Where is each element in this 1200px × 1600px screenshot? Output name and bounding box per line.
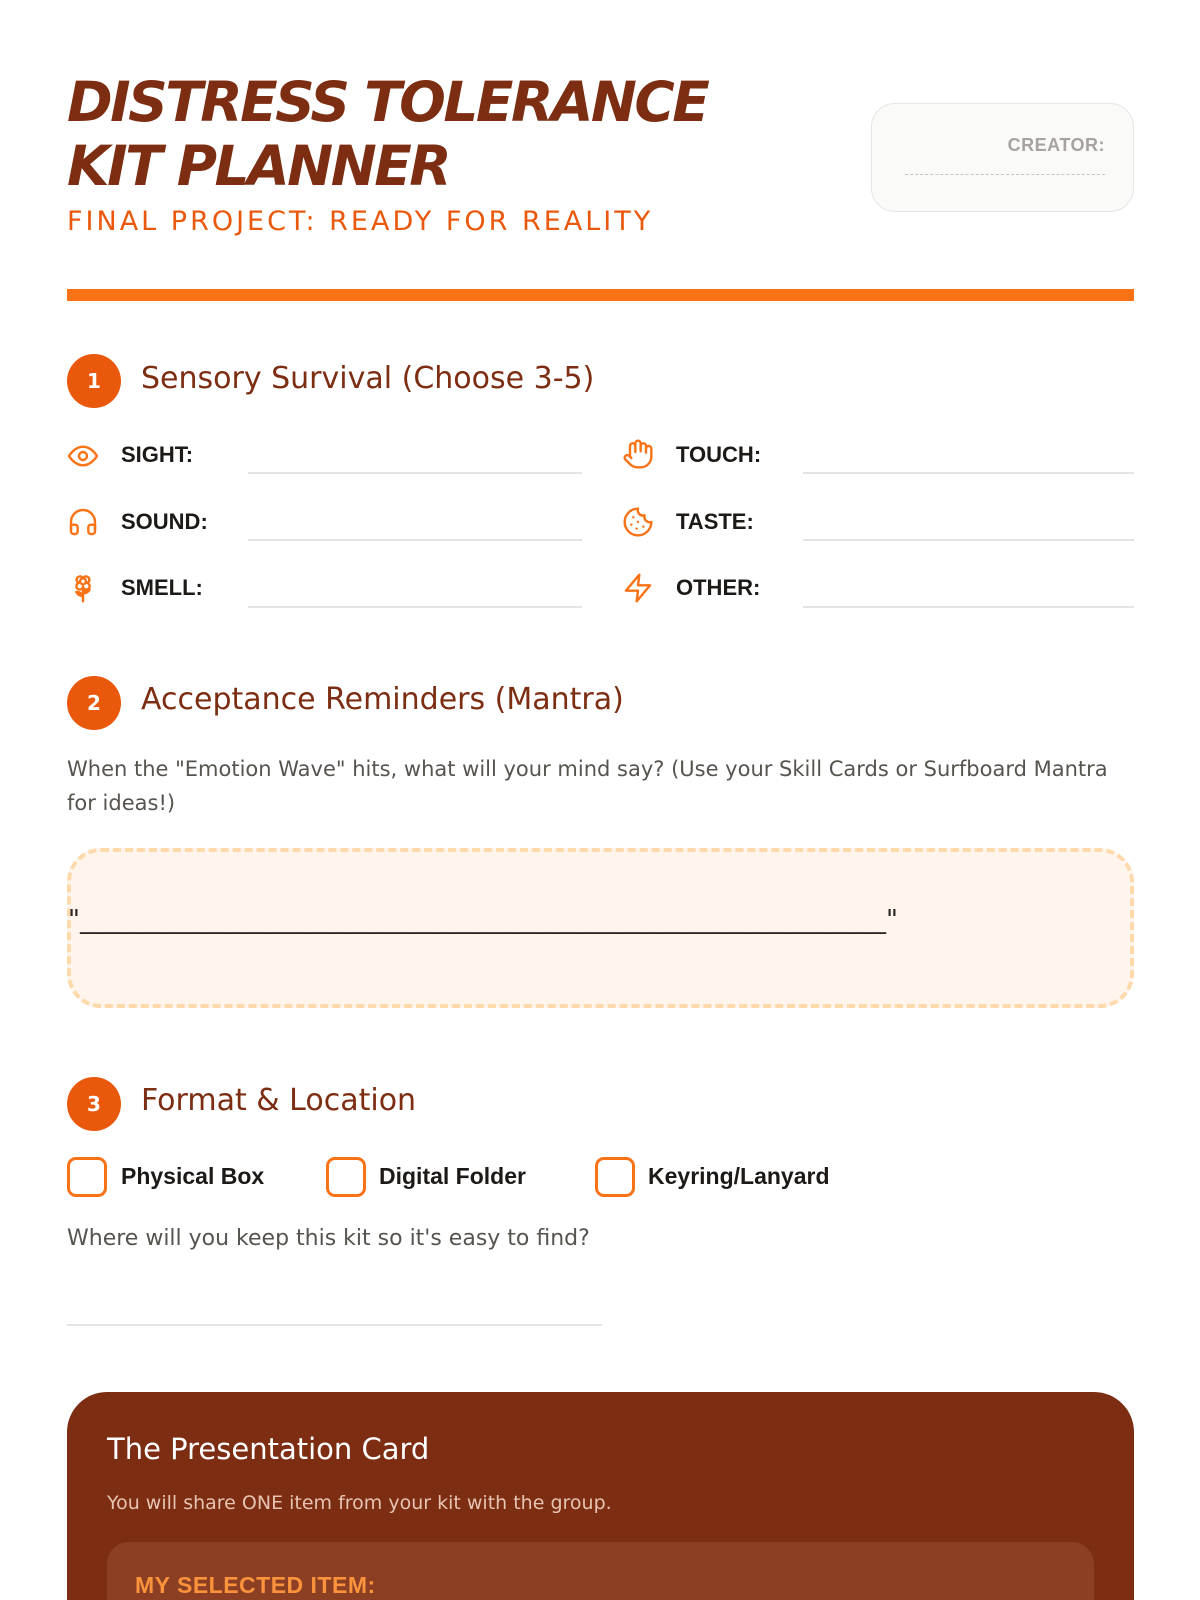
flower-icon: [67, 572, 99, 604]
page-subtitle: FINAL PROJECT: READY FOR REALITY: [67, 206, 654, 237]
option-label-keyring-lanyard: Keyring/Lanyard: [648, 1163, 830, 1189]
location-question: Where will you keep this kit so it's easy to find?: [67, 1226, 590, 1251]
section-1-title: Sensory Survival (Choose 3-5): [141, 361, 595, 396]
creator-label: CREATOR:: [1007, 135, 1105, 155]
presentation-card: [67, 1392, 1134, 1600]
location-field[interactable]: [67, 1324, 602, 1326]
creator-box[interactable]: [871, 103, 1134, 212]
lightning-icon: [622, 572, 654, 604]
headphones-icon: [67, 506, 99, 538]
mantra-field[interactable]: "______________________________________________________________": [68, 905, 898, 935]
presentation-card-subtitle: You will share ONE item from your kit with the group.: [107, 1492, 612, 1514]
section-3-title: Format & Location: [141, 1083, 417, 1118]
cookie-icon: [622, 506, 654, 538]
sense-label-sight: SIGHT:: [121, 442, 194, 467]
section-3-number: 3: [67, 1077, 121, 1131]
option-label-digital-folder: Digital Folder: [379, 1163, 526, 1189]
header-divider: [67, 289, 1134, 301]
presentation-card-title: The Presentation Card: [107, 1432, 430, 1466]
checkbox-keyring-lanyard[interactable]: [595, 1157, 635, 1197]
title-line-2: KIT PLANNER: [67, 134, 450, 198]
taste-field[interactable]: [803, 539, 1134, 541]
sense-label-sound: SOUND:: [121, 509, 208, 534]
checkbox-physical-box[interactable]: [67, 1157, 107, 1197]
section-2-description: When the "Emotion Wave" hits, what will your mind say? (Use your Skill Cards or Surfboard Mantra for ideas!): [67, 757, 1108, 815]
option-label-physical-box: Physical Box: [121, 1163, 265, 1189]
sense-label-taste: TASTE:: [676, 509, 754, 534]
sense-label-other: OTHER:: [676, 575, 761, 600]
section-2-number: 2: [67, 676, 121, 730]
eye-icon: [67, 440, 99, 472]
other-field[interactable]: [803, 606, 1134, 608]
hand-icon: [622, 438, 654, 470]
selected-item-label: MY SELECTED ITEM:: [135, 1572, 376, 1598]
selected-item-box[interactable]: [107, 1542, 1094, 1600]
checkbox-digital-folder[interactable]: [326, 1157, 366, 1197]
touch-field[interactable]: [803, 472, 1134, 474]
sense-label-smell: SMELL:: [121, 575, 203, 600]
title-line-1: DISTRESS TOLERANCE: [67, 70, 708, 134]
sound-field[interactable]: [248, 539, 582, 541]
creator-field[interactable]: [905, 174, 1105, 175]
section-2-title: Acceptance Reminders (Mantra): [141, 682, 624, 717]
smell-field[interactable]: [248, 606, 582, 608]
page-title: [67, 70, 847, 198]
sense-label-touch: TOUCH:: [676, 442, 762, 467]
section-1-number: 1: [67, 354, 121, 408]
sight-field[interactable]: [248, 472, 582, 474]
